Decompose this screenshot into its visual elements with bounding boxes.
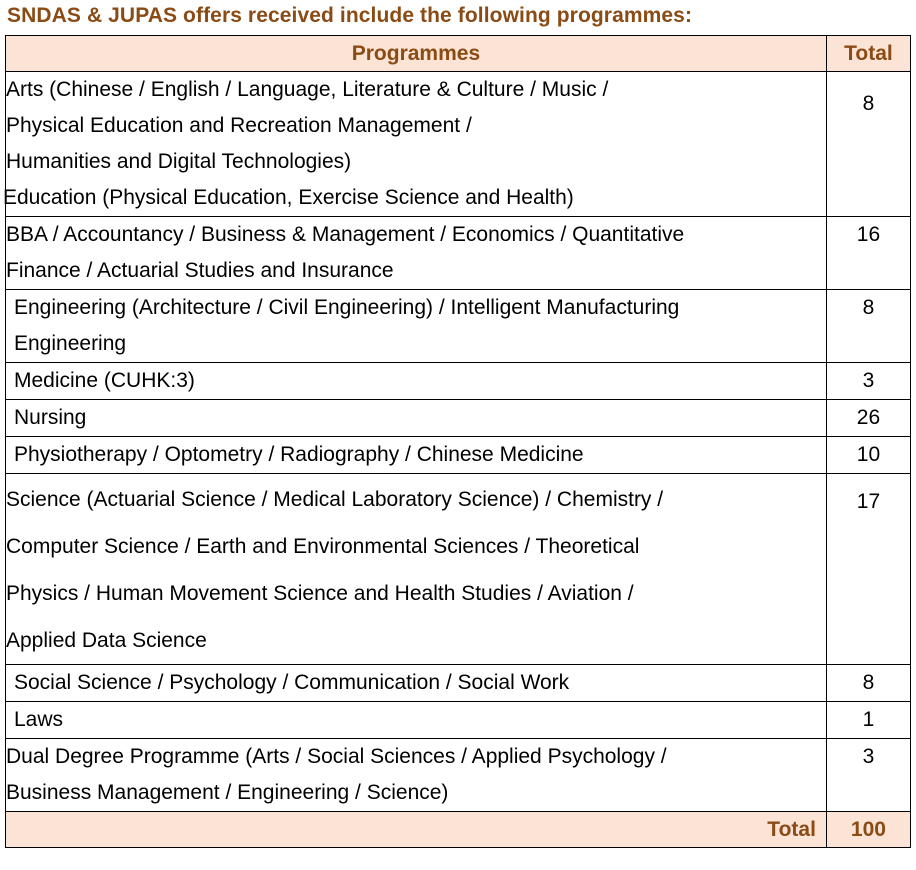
grand-total-value: 100 bbox=[826, 812, 910, 848]
programme-cell-business bbox=[6, 217, 827, 290]
programme-cell-arts bbox=[3, 72, 827, 217]
table-row bbox=[6, 437, 911, 474]
table-footer-row bbox=[6, 812, 911, 848]
programme-cell-engineering bbox=[6, 290, 827, 363]
table-row bbox=[6, 72, 911, 217]
programme-cell-social-science bbox=[6, 665, 827, 702]
programme-line: Physiotherapy / Optometry / Radiography / Chinese Medicine bbox=[14, 443, 584, 466]
programme-cell-nursing bbox=[6, 400, 827, 437]
table-row bbox=[6, 665, 911, 702]
programme-line: Finance / Actuarial Studies and Insurance bbox=[6, 259, 394, 282]
programme-cell-medicine bbox=[6, 363, 827, 400]
programme-cell-science bbox=[6, 474, 827, 665]
programme-line: Business Management / Engineering / Science) bbox=[6, 781, 449, 804]
total-cell: 3 bbox=[826, 739, 910, 812]
programme-line: Physics / Human Movement Science and Health Studies / Aviation / bbox=[6, 582, 634, 605]
programme-line: Engineering (Architecture / Civil Engineering) / Intelligent Manufacturing bbox=[14, 296, 680, 319]
programme-cell-dual-degree bbox=[6, 739, 827, 812]
total-cell: 1 bbox=[826, 702, 910, 739]
total-column-header: Total bbox=[826, 36, 910, 72]
programme-line: Physical Education and Recreation Management / bbox=[6, 114, 472, 137]
programme-cell-laws bbox=[6, 702, 827, 739]
table-header-row bbox=[6, 36, 911, 72]
total-cell: 3 bbox=[826, 363, 910, 400]
total-cell: 8 bbox=[826, 72, 910, 217]
page-heading: SNDAS & JUPAS offers received include the following programmes: bbox=[7, 4, 693, 27]
table-row bbox=[6, 290, 911, 363]
table-row bbox=[6, 217, 911, 290]
total-cell: 16 bbox=[826, 217, 910, 290]
programmes-column-header: Programmes bbox=[6, 36, 827, 72]
table-row bbox=[6, 739, 911, 812]
table-row bbox=[6, 702, 911, 739]
programme-line: Engineering bbox=[14, 332, 127, 355]
programme-line: Education (Physical Education, Exercise Science and Health) bbox=[3, 186, 574, 209]
total-cell: 8 bbox=[826, 665, 910, 702]
programme-line: Science (Actuarial Science / Medical Laboratory Science) / Chemistry / bbox=[6, 488, 664, 511]
total-cell: 8 bbox=[826, 290, 910, 363]
total-cell: 26 bbox=[826, 400, 910, 437]
programme-line: BBA / Accountancy / Business & Management / Economics / Quantitative bbox=[6, 223, 685, 246]
grand-total-label: Total bbox=[6, 812, 827, 848]
programme-line: Humanities and Digital Technologies) bbox=[6, 150, 352, 173]
programme-line: Social Science / Psychology / Communication / Social Work bbox=[14, 671, 570, 694]
programme-line: Laws bbox=[14, 708, 64, 731]
total-cell: 17 bbox=[826, 474, 910, 665]
programme-cell-physiotherapy bbox=[6, 437, 827, 474]
programme-line: Medicine (CUHK:3) bbox=[14, 369, 195, 392]
programme-line: Arts (Chinese / English / Language, Literature & Culture / Music / bbox=[6, 78, 609, 101]
table-row bbox=[6, 363, 911, 400]
table-row bbox=[6, 400, 911, 437]
table-row bbox=[6, 474, 911, 665]
programme-line: Dual Degree Programme (Arts / Social Sciences / Applied Psychology / bbox=[6, 745, 667, 768]
programme-line: Applied Data Science bbox=[6, 629, 207, 652]
programme-line: Computer Science / Earth and Environmental Sciences / Theoretical bbox=[6, 535, 640, 558]
total-cell: 10 bbox=[826, 437, 910, 474]
programmes-table bbox=[5, 35, 911, 848]
programme-line: Nursing bbox=[14, 406, 87, 429]
